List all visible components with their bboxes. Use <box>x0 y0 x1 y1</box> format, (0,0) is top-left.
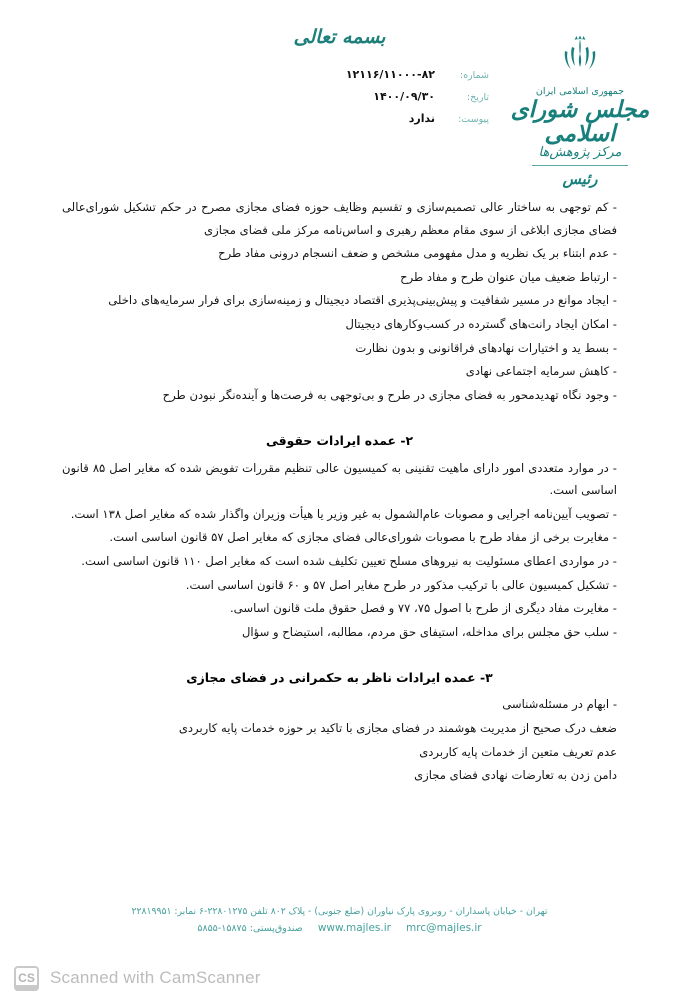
footer-contact <box>0 920 679 938</box>
letterhead-divider <box>532 165 628 166</box>
list-item: عدم تعریف متعین از خدمات پایه کاربردی <box>419 744 617 759</box>
letterhead <box>505 34 655 188</box>
letterhead-center: مرکز پژوهش‌ها <box>538 145 622 161</box>
list-item: - ابهام در مسئله‌شناسی <box>502 697 617 712</box>
list-item: ضعف درک صحیح از مدیریت هوشمند در فضای مجازی با تاکید بر حوزه خدمات پایه کاربردی <box>178 721 617 736</box>
list-item: - کاهش سرمایه اجتماعی نهادی <box>465 364 617 379</box>
bismillah-text: بسمه تعالی <box>293 26 386 48</box>
meta-row-attachment <box>346 112 489 134</box>
list-item: - تصویب آیین‌نامه اجرایی و مصوبات عام‌الشمول به غیر وزیر یا هیأت وزیران واگذار شده که مغایر اصل ۱۳۸ است. <box>70 506 617 521</box>
meta-row-number <box>346 68 489 90</box>
letterhead-role: رئیس <box>562 170 598 189</box>
meta-label-attachment: پیوست: <box>458 114 489 125</box>
meta-label-number: شماره: <box>459 70 489 81</box>
camscanner-watermark <box>0 956 679 1000</box>
camscanner-logo-icon: CS <box>14 966 39 991</box>
letterhead-country: جمهوری اسلامی ایران <box>535 86 625 97</box>
meta-row-date <box>346 90 489 112</box>
footer-address: تهران - خیابان پاسداران - روبروی پارک نیاوران (ضلع جنوبی) - پلاک ۸۰۲ تلفن ۲۲۸۰۱۲۷۵-۶ نمابر: ۲۲۸۱۹۹۵۱ <box>131 906 548 918</box>
list-item: - در مواردی اعطای مسئولیت به نیروهای مسلح تعیین تکلیف شده است که مغایر اصل ۱۱۰ قانون اساسی است. <box>81 553 617 568</box>
footer-email[interactable]: mrc@majles.ir <box>406 922 482 935</box>
list-item: - بسط ید و اختیارات نهادهای فراقانونی و بدون نظارت <box>355 340 617 355</box>
letterhead-assembly: مجلس شورای اسلامی <box>510 96 650 148</box>
footer-website[interactable]: www.majles.ir <box>317 922 391 935</box>
list-item: - در موارد متعددی امور دارای ماهیت تقنینی به کمیسیون عالی تنظیم مقررات تفویض شده که مغایر اصل ۸۵ قانون اساسی است. <box>62 460 617 498</box>
list-item: - امکان ایجاد رانت‌های گسترده در کسب‌وکارهای دیجیتال <box>345 316 617 331</box>
section-heading-2: ۲- عمده ایرادات حقوقی <box>265 433 414 449</box>
camscanner-label: Scanned with CamScanner <box>50 968 261 987</box>
section-heading-3: ۳- عمده ایرادات ناظر به حکمرانی در فضای مجازی <box>186 670 493 686</box>
list-item: - مغایرت برخی از مفاد طرح با مصوبات شورای‌عالی فضای مجازی که مغایر اصل ۵۷ قانون اساسی است. <box>109 530 617 545</box>
document-meta <box>346 68 489 134</box>
list-item: - وجود نگاه تهدیدمحور به فضای مجازی در طرح و بی‌توجهی به فرصت‌ها و آینده‌نگر نبودن طرح <box>162 387 617 402</box>
meta-value-number: ۱۲۱۱۶/۱۱۰۰۰-۸۲ <box>345 68 435 81</box>
list-item: - مغایرت مفاد دیگری از طرح با اصول ۷۵، ۷۷ و فصل حقوق ملت قانون اساسی. <box>230 601 617 616</box>
list-item: - عدم ابتناء بر یک نظریه و مدل مفهومی مشخص و ضعف انسجام درونی مفاد طرح <box>218 246 617 261</box>
meta-value-attachment: ندارد <box>408 112 435 125</box>
footer-postbox: صندوق‌پستی: ۱۵۸۷۵-۵۸۵۵ <box>197 923 303 935</box>
meta-label-date: تاریخ: <box>466 92 489 103</box>
list-item: - ایجاد موانع در مسیر شفافیت و پیش‌بینی‌پذیری اقتصاد دیجیتال و زمینه‌سازی برای فرار سرمایه‌های داخلی <box>108 293 617 308</box>
list-item: دامن زدن به تعارضات نهادی فضای مجازی <box>414 768 617 783</box>
iran-emblem-icon <box>505 34 655 82</box>
list-item: - کم توجهی به ساختار عالی تصمیم‌سازی و تقسیم وظایف حوزه فضای مجازی مصرح در حکم تشکیل شورای‌عالی فضای مجازی ابلاغی از سوی مقام معظم رهبری و اساس‌نامه مرکز ملی فضای مجازی <box>62 200 617 237</box>
meta-value-date: ۱۴۰۰/۰۹/۳۰ <box>373 90 435 103</box>
document-body <box>62 196 617 788</box>
list-item: - ارتباط ضعیف میان عنوان طرح و مفاد طرح <box>400 269 617 284</box>
list-item: - سلب حق مجلس برای مداخله، استیفای حق مردم، مطالبه، استیضاح و سؤال <box>241 624 617 639</box>
list-item: - تشکیل کمیسیون عالی با ترکیب مذکور در طرح مغایر اصل ۵۷ و ۶۰ قانون اساسی است. <box>185 577 617 592</box>
document-footer <box>0 904 679 938</box>
